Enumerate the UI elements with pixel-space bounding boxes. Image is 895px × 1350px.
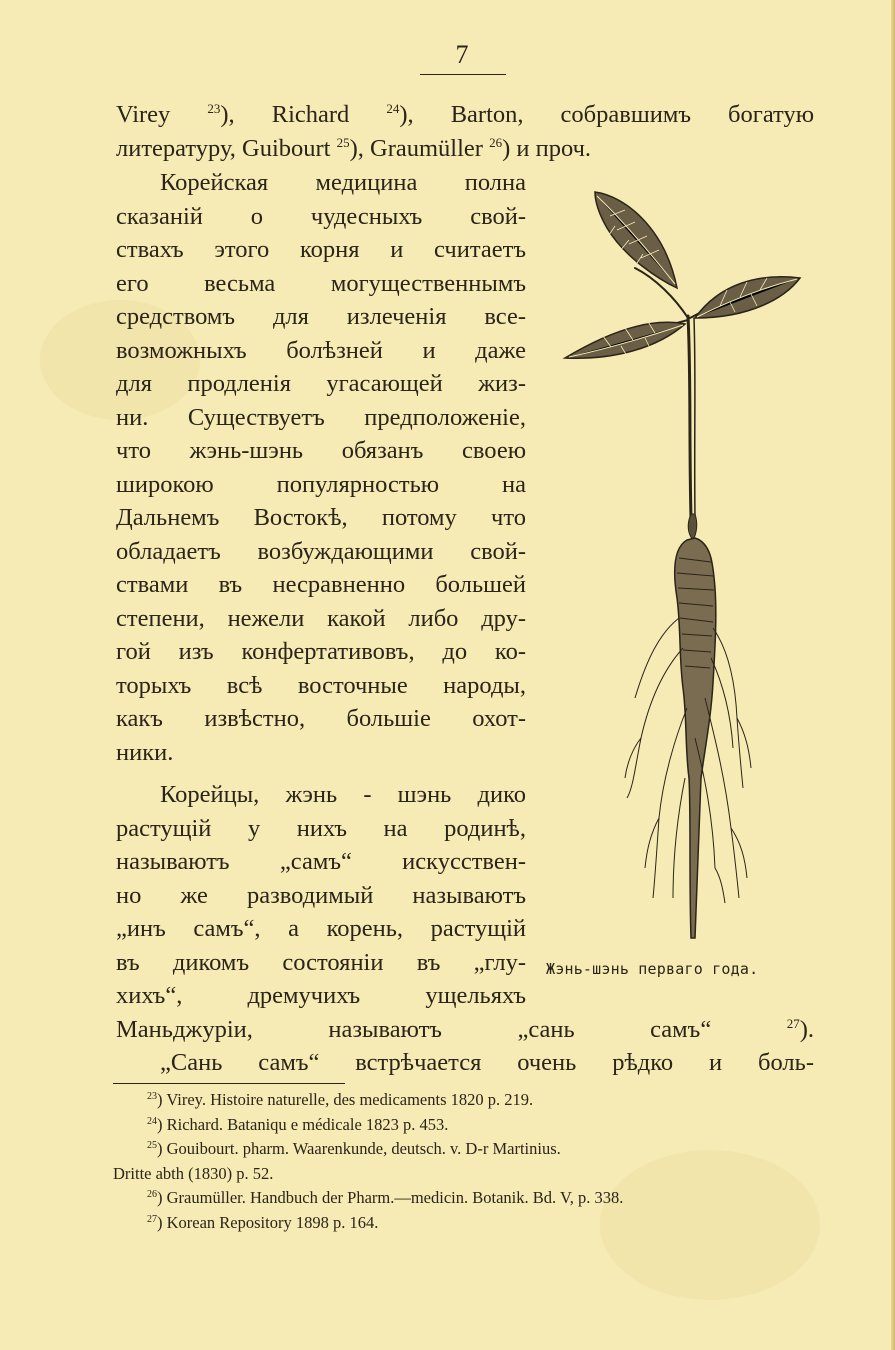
text-line: Дальнемъ Востокѣ, потому что (116, 504, 526, 531)
footnote-number: 23 (147, 1091, 157, 1102)
footnote (147, 1211, 378, 1236)
text-line: называютъ „самъ“ искусствен- (116, 848, 526, 875)
figure-caption: Жэнь-шэнь перваго года. (546, 960, 759, 978)
text-line: ни. Существуетъ предположеніе, (116, 403, 526, 431)
footnote-number: 25 (147, 1140, 157, 1151)
ginseng-plant-engraving-icon (555, 178, 815, 958)
footnote-number: 26 (147, 1189, 157, 1200)
footnote (147, 1137, 561, 1162)
footnote (147, 1113, 448, 1138)
text-line: въ дикомъ состояніи въ „глу- (116, 948, 526, 976)
text-line: ствахъ этого корня и считаетъ (116, 236, 526, 263)
text-line: растущій у нихъ на родинѣ, (116, 814, 526, 842)
text-line: Virey $^{23}$), Richard $^{24}$), Barton, собравшимъ богатую (116, 101, 814, 128)
text-line: Корейская медицина полна (160, 169, 526, 196)
footnote (113, 1162, 273, 1187)
footnote-text: ) Korean Repository 1898 p. 164. (157, 1212, 379, 1232)
page-edge (891, 0, 895, 1350)
text-line: возможныхъ болѣзней и даже (116, 336, 526, 364)
footnote-text: ) Richard. Bataniqu e médicale 1823 p. 453. (157, 1114, 449, 1134)
text-line: средствомъ для излеченія все- (116, 303, 526, 330)
text-line: широкою популярностью на (116, 470, 526, 498)
text-line: гой изъ конфертативовъ, до ко- (116, 638, 526, 665)
footnote-text: ) Gouibourt. pharm. Waarenkunde, deutsch. v. D-r Martinius. (157, 1139, 561, 1158)
text-line: хихъ“, дремучихъ ущельяхъ (116, 982, 526, 1009)
page-number-rule (420, 74, 506, 75)
text-line: ствами въ несравненно большей (116, 571, 526, 598)
paper-stain (600, 1150, 820, 1300)
text-line: литературу, Guibourt $^{25}$), Graumüller $^{26}$) и проч. (116, 135, 592, 162)
text-line: ники. (116, 738, 174, 766)
footnote-text: ) Graumüller. Handbuch der Pharm.—medicin. Botanik. Bd. V, p. 338. (157, 1188, 624, 1207)
text-line: Маньджуріи, называютъ „сань самъ“ $^{27}$). (116, 1016, 814, 1043)
text-line: торыхъ всѣ восточные народы, (116, 671, 526, 699)
text-line: для продленія угасающей жиз- (116, 370, 526, 397)
page-number: 7 (455, 40, 469, 69)
text-line: какъ извѣстно, большіе охот- (116, 705, 526, 732)
footnote (147, 1186, 623, 1211)
text-line: что жэнь-шэнь обязанъ своею (116, 437, 526, 464)
text-line: Корейцы, жэнь - шэнь дико (160, 781, 526, 808)
text-line: обладаетъ возбуждающими свой- (116, 537, 526, 565)
text-line: сказаній о чудесныхъ свой- (116, 202, 526, 230)
footnote (147, 1088, 533, 1113)
footnote-number: 24 (147, 1115, 157, 1127)
footnote-rule (113, 1083, 345, 1084)
text-line: „Сань самъ“ встрѣчается очень рѣдко и боль- (160, 1049, 814, 1076)
footnote-text: ) Virey. Histoire naturelle, des medicaments 1820 p. 219. (157, 1090, 534, 1109)
footnote-text: Dritte abth (1830) p. 52. (113, 1163, 274, 1183)
text-line: его весьма могущественнымъ (116, 269, 526, 297)
text-line: степени, нежели какой либо дру- (116, 604, 526, 632)
text-line: „инъ самъ“, а корень, растущій (116, 915, 526, 942)
text-line: но же разводимый называютъ (116, 881, 526, 909)
footnote-number: 27 (147, 1213, 157, 1225)
